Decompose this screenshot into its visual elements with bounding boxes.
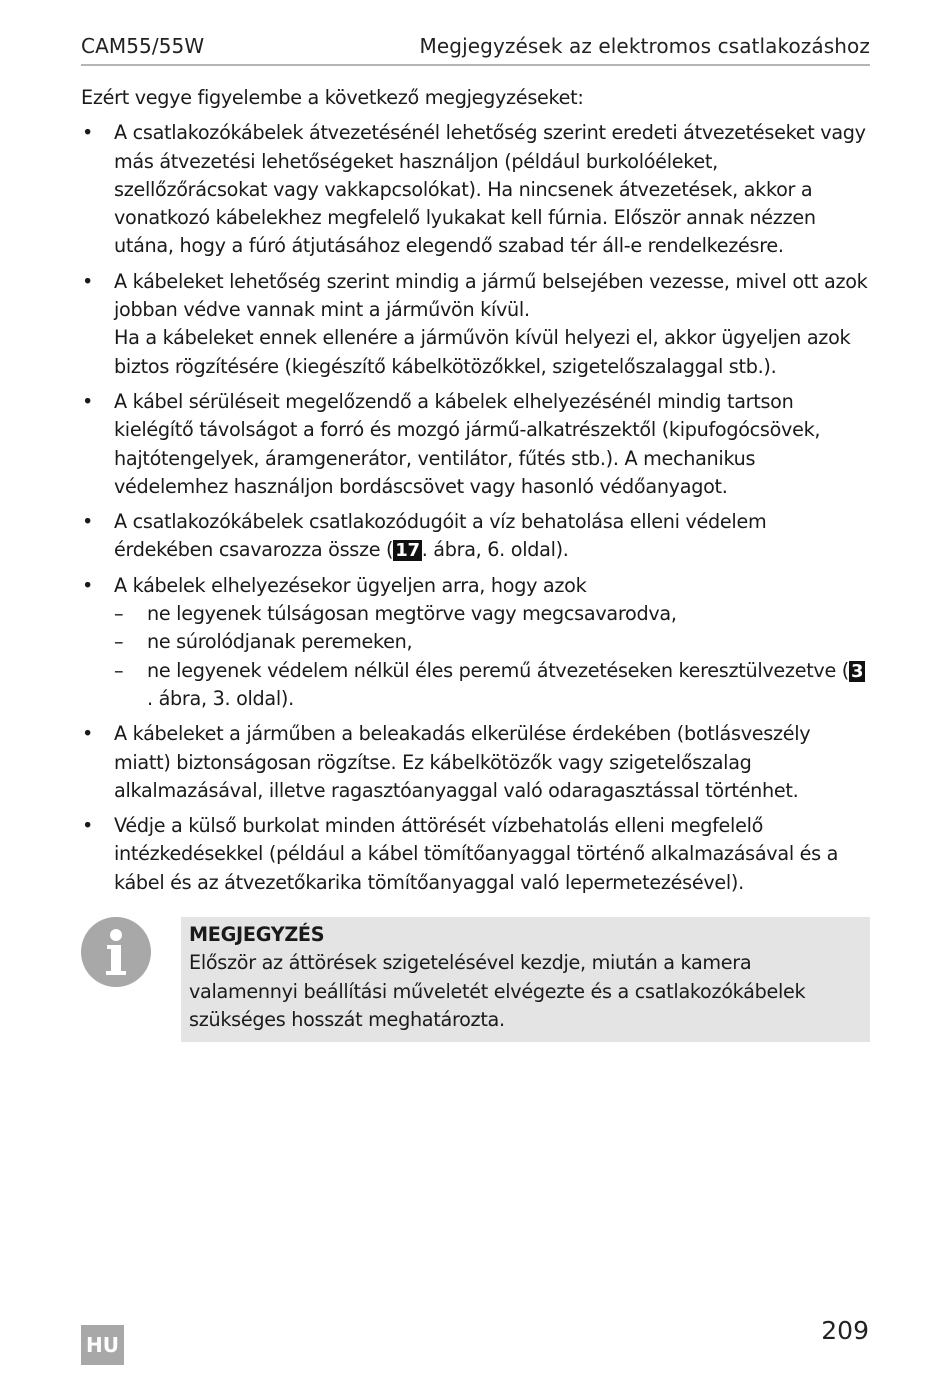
info-icon-graphic [81, 917, 151, 987]
info-icon [81, 917, 151, 987]
intro-text: Ezért vegye figyelembe a következő megjegyzéseket: [81, 86, 584, 109]
bullet-list [81, 119, 870, 897]
list-item-text: A kábelek elhelyezésekor ügyeljen arra, hogy azok [114, 573, 587, 597]
bullet-marker: • [82, 573, 94, 597]
list-item [81, 508, 870, 565]
list-item-text: A kábeleket lehetőség szerint mindig a jármű belsejében vezesse, mivel ott azok jobban védve vannak mint a járművön kívül. [114, 269, 868, 322]
bullet-marker: • [82, 814, 94, 838]
list-item [81, 720, 870, 805]
language-badge: HU [81, 1325, 124, 1365]
list-item [81, 119, 870, 260]
bullet-marker: • [82, 389, 94, 413]
header-model: CAM55/55W [81, 34, 205, 58]
note-title: MEGJEGYZÉS [189, 923, 325, 946]
list-item-text: A csatlakozókábelek átvezetésénél lehetőség szerint eredeti átvezetéseket vagy más átvezetési lehetőségeket használjon (például burkolóéleket, szellőzőrácsokat vagy vakkapcsolókat). Ha nincsenek átvezetések, akkor a vonatkozó kábelekhez megfelelő lyukakat kell fúrnia. Először annak nézzen utána, hogy a fúró átjutásához elegendő szabad tér áll-e rendelkezésre. [114, 121, 866, 258]
list-item-text: A kábeleket a járműben a beleakadás elkerülése érdekében (botlásveszély miatt) biztonságosan rögzítse. Ez kábelkötözők vagy szigetelőszalag alkalmazásával, illetve ragasztóanyaggal való odaragasztással történhet. [114, 722, 811, 802]
dash-marker: – [114, 658, 124, 682]
list-item-text-end: . ábra, 6. oldal). [421, 538, 569, 562]
main-content [81, 84, 870, 904]
sub-list-item [114, 628, 870, 656]
list-item-text: A csatlakozókábelek csatlakozódugóit a víz behatolása elleni védelem érdekében csavarozza össze ( [114, 510, 767, 562]
sub-list-item-text: ne legyenek túlságosan megtörve vagy megcsavarodva, [147, 602, 677, 626]
sub-list-item [114, 657, 870, 714]
list-item-text: Védje a külső burkolat minden áttörését vízbehatolás elleni megfelelő intézkedésekkel (például a kábel tömítőanyaggal történő alkalmazásával és a kábel és az átvezetőkarika tömítőanyaggal való lepermetezésével). [114, 814, 839, 894]
list-item-text: A kábel sérüléseit megelőzendő a kábelek elhelyezésénél mindig tartson kielégítő távolságot a forró és mozgó jármű-alkatrészektől (kipufogócsövek, hajtótengelyek, áramgenerátor, ventilátor, fűtés stb.). A mechanikus védelemhez használjon bordáscsövet vagy hasonló védőanyagot. [114, 389, 821, 498]
sub-list-item-text: ne súrolódjanak peremeken, [147, 630, 413, 654]
list-item [81, 572, 870, 713]
bullet-marker: • [82, 510, 94, 534]
sub-list-item [114, 600, 870, 628]
header-section-title: Megjegyzések az elektromos csatlakozáshoz [419, 34, 870, 58]
figure-reference-badge: 3 [850, 660, 864, 682]
list-item [81, 268, 870, 381]
list-item [81, 812, 870, 897]
page-number: 209 [821, 1316, 869, 1345]
figure-reference-badge: 17 [395, 540, 420, 562]
dash-marker: – [114, 630, 124, 654]
sub-list [114, 600, 870, 713]
dash-marker: – [114, 602, 124, 626]
list-item [81, 388, 870, 501]
bullet-marker: • [82, 269, 94, 293]
sub-list-item-text-end: . ábra, 3. oldal). [147, 686, 294, 710]
list-item-text-continued: Ha a kábeleket ennek ellenére a járművön kívül helyezi el, akkor ügyeljen azok biztos rögzítésére (kiegészítő kábelkötözőkkel, szigetelőszalaggal stb.). [114, 326, 851, 378]
info-icon-dot [110, 929, 122, 941]
note-box [181, 917, 870, 1042]
note-text: Először az áttörések szigetelésével kezdje, miután a kamera valamennyi beállítási műveletét elvégezte és a csatlakozókábelek szükséges hosszát meghatározta. [189, 951, 806, 1031]
sub-list-item-text: ne legyenek védelem nélkül éles peremű átvezetéseken keresztülvezetve ( [147, 658, 849, 682]
page-header [81, 32, 870, 66]
bullet-marker: • [82, 722, 94, 746]
bullet-marker: • [82, 121, 94, 145]
